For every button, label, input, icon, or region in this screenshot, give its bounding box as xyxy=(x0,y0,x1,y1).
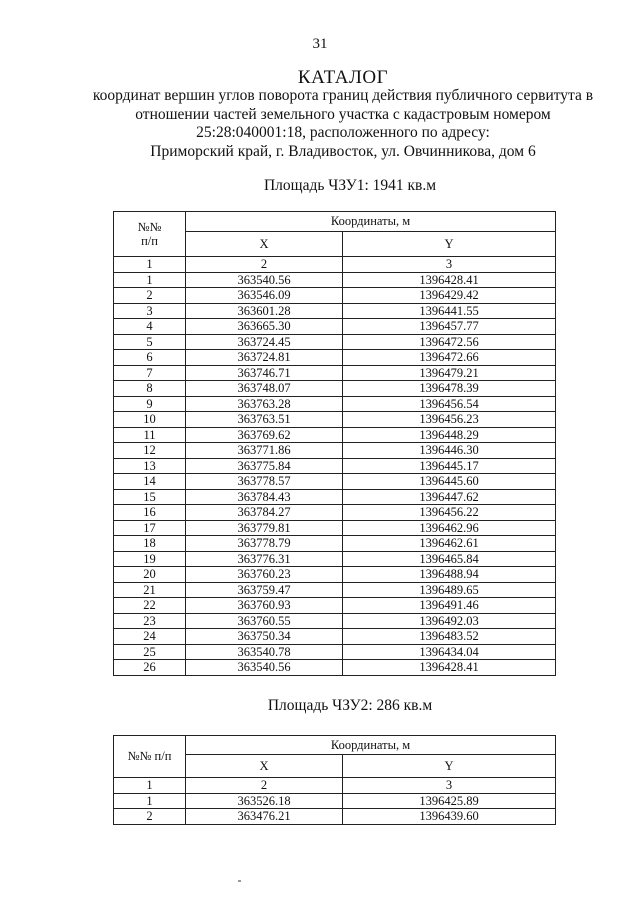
y-coordinate: 1396445.60 xyxy=(343,474,556,490)
table-row xyxy=(114,629,556,645)
point-number: 21 xyxy=(114,582,186,598)
x-coordinate: 363540.78 xyxy=(186,644,343,660)
x-coordinate: 363779.81 xyxy=(186,520,343,536)
point-number: 26 xyxy=(114,660,186,676)
y-coordinate: 1396447.62 xyxy=(343,489,556,505)
y-coordinate: 1396462.61 xyxy=(343,536,556,552)
y-coordinate: 1396456.54 xyxy=(343,396,556,412)
x-coordinate: 363771.86 xyxy=(186,443,343,459)
table-row xyxy=(114,427,556,443)
table-row xyxy=(114,551,556,567)
y-header: Y xyxy=(343,232,556,257)
coordinates-table-2 xyxy=(113,735,556,825)
point-number: 23 xyxy=(114,613,186,629)
x-coordinate: 363601.28 xyxy=(186,303,343,319)
table-row xyxy=(114,303,556,319)
point-number: 15 xyxy=(114,489,186,505)
y-coordinate: 1396462.96 xyxy=(343,520,556,536)
table-row xyxy=(114,443,556,459)
y-coordinate: 1396488.94 xyxy=(343,567,556,583)
x-coordinate: 363784.43 xyxy=(186,489,343,505)
x-coordinate: 363778.79 xyxy=(186,536,343,552)
table-row xyxy=(114,598,556,614)
table-row xyxy=(114,505,556,521)
point-number: 24 xyxy=(114,629,186,645)
point-number: 13 xyxy=(114,458,186,474)
table-row xyxy=(114,582,556,598)
x-coordinate: 363724.45 xyxy=(186,334,343,350)
subtitle-line: отношении частей земельного участка с кадастровым номером xyxy=(135,105,551,123)
x-coordinate: 363746.71 xyxy=(186,365,343,381)
table-row xyxy=(114,474,556,490)
x-coordinate: 363760.93 xyxy=(186,598,343,614)
table-row xyxy=(114,319,556,335)
y-coordinate: 1396428.41 xyxy=(343,660,556,676)
point-number: 7 xyxy=(114,365,186,381)
y-coordinate: 1396479.21 xyxy=(343,365,556,381)
y-coordinate: 1396441.55 xyxy=(343,303,556,319)
table-row xyxy=(114,613,556,629)
coords-header: Координаты, м xyxy=(186,212,556,232)
column-index: 1 xyxy=(114,257,186,273)
x-coordinate: 363526.18 xyxy=(186,793,343,809)
num-header xyxy=(114,212,186,257)
y-coordinate: 1396456.23 xyxy=(343,412,556,428)
y-coordinate: 1396428.41 xyxy=(343,272,556,288)
y-coordinate: 1396429.42 xyxy=(343,288,556,304)
y-coordinate: 1396439.60 xyxy=(343,809,556,825)
point-number: 11 xyxy=(114,427,186,443)
x-coordinate: 363724.81 xyxy=(186,350,343,366)
x-coordinate: 363748.07 xyxy=(186,381,343,397)
point-number: 6 xyxy=(114,350,186,366)
point-number: 9 xyxy=(114,396,186,412)
y-coordinate: 1396489.65 xyxy=(343,582,556,598)
column-index: 1 xyxy=(114,778,186,794)
table-row xyxy=(114,793,556,809)
x-coordinate: 363776.31 xyxy=(186,551,343,567)
table-row xyxy=(114,396,556,412)
num-header-line: п/п xyxy=(141,234,158,248)
x-header: X xyxy=(186,232,343,257)
y-coordinate: 1396465.84 xyxy=(343,551,556,567)
catalog-subtitle xyxy=(60,87,626,161)
x-coordinate: 363769.62 xyxy=(186,427,343,443)
subtitle-line: Приморский край, г. Владивосток, ул. Овчинникова, дом 6 xyxy=(150,142,536,160)
point-number: 2 xyxy=(114,288,186,304)
table-row xyxy=(114,350,556,366)
y-coordinate: 1396472.66 xyxy=(343,350,556,366)
x-coordinate: 363546.09 xyxy=(186,288,343,304)
num-header-line: №№ xyxy=(137,219,162,234)
x-coordinate: 363760.23 xyxy=(186,567,343,583)
x-coordinate: 363759.47 xyxy=(186,582,343,598)
x-coordinate: 363540.56 xyxy=(186,272,343,288)
x-coordinate: 363540.56 xyxy=(186,660,343,676)
y-coordinate: 1396445.17 xyxy=(343,458,556,474)
point-number: 1 xyxy=(114,272,186,288)
point-number: 8 xyxy=(114,381,186,397)
y-coordinate: 1396492.03 xyxy=(343,613,556,629)
y-coordinate: 1396446.30 xyxy=(343,443,556,459)
point-number: 12 xyxy=(114,443,186,459)
column-index: 2 xyxy=(186,257,343,273)
y-coordinate: 1396425.89 xyxy=(343,793,556,809)
point-number: 14 xyxy=(114,474,186,490)
point-number: 3 xyxy=(114,303,186,319)
x-coordinate: 363784.27 xyxy=(186,505,343,521)
point-number: 16 xyxy=(114,505,186,521)
y-coordinate: 1396483.52 xyxy=(343,629,556,645)
table-row xyxy=(114,809,556,825)
point-number: 20 xyxy=(114,567,186,583)
num-header: №№ п/п xyxy=(114,736,186,778)
x-coordinate: 363665.30 xyxy=(186,319,343,335)
x-coordinate: 363476.21 xyxy=(186,809,343,825)
x-coordinate: 363775.84 xyxy=(186,458,343,474)
table-row xyxy=(114,334,556,350)
table-row xyxy=(114,660,556,676)
coordinates-table-1 xyxy=(113,211,556,676)
x-header: X xyxy=(186,755,343,778)
table-row xyxy=(114,381,556,397)
point-number: 17 xyxy=(114,520,186,536)
x-coordinate: 363763.28 xyxy=(186,396,343,412)
area2-title: Площадь ЧЗУ2: 286 кв.м xyxy=(267,697,433,714)
y-coordinate: 1396434.04 xyxy=(343,644,556,660)
x-coordinate: 363760.55 xyxy=(186,613,343,629)
point-number: 5 xyxy=(114,334,186,350)
y-coordinate: 1396478.39 xyxy=(343,381,556,397)
column-index: 2 xyxy=(186,778,343,794)
table-row xyxy=(114,489,556,505)
catalog-title: КАТАЛОГ xyxy=(297,67,389,88)
y-coordinate: 1396448.29 xyxy=(343,427,556,443)
area1-title: Площадь ЧЗУ1: 1941 кв.м xyxy=(263,177,437,194)
x-coordinate: 363763.51 xyxy=(186,412,343,428)
y-coordinate: 1396472.56 xyxy=(343,334,556,350)
column-index: 3 xyxy=(343,778,556,794)
point-number: 19 xyxy=(114,551,186,567)
y-coordinate: 1396491.46 xyxy=(343,598,556,614)
point-number: 18 xyxy=(114,536,186,552)
table-row xyxy=(114,272,556,288)
scan-speck xyxy=(238,880,241,882)
point-number: 10 xyxy=(114,412,186,428)
y-header: Y xyxy=(343,755,556,778)
y-coordinate: 1396457.77 xyxy=(343,319,556,335)
table-row xyxy=(114,644,556,660)
column-index: 3 xyxy=(343,257,556,273)
point-number: 1 xyxy=(114,793,186,809)
table-row xyxy=(114,536,556,552)
y-coordinate: 1396456.22 xyxy=(343,505,556,521)
point-number: 2 xyxy=(114,809,186,825)
point-number: 22 xyxy=(114,598,186,614)
subtitle-line: 25:28:040001:18, расположенного по адресу: xyxy=(196,124,490,141)
x-coordinate: 363778.57 xyxy=(186,474,343,490)
table-row xyxy=(114,412,556,428)
table-row xyxy=(114,458,556,474)
page-number: 31 xyxy=(312,36,328,52)
coords-header: Координаты, м xyxy=(186,736,556,755)
table-row xyxy=(114,567,556,583)
table-row xyxy=(114,520,556,536)
subtitle-line: координат вершин углов поворота границ действия публичного сервитута в xyxy=(92,87,594,104)
table-row xyxy=(114,365,556,381)
table-row xyxy=(114,288,556,304)
x-coordinate: 363750.34 xyxy=(186,629,343,645)
point-number: 4 xyxy=(114,319,186,335)
point-number: 25 xyxy=(114,644,186,660)
